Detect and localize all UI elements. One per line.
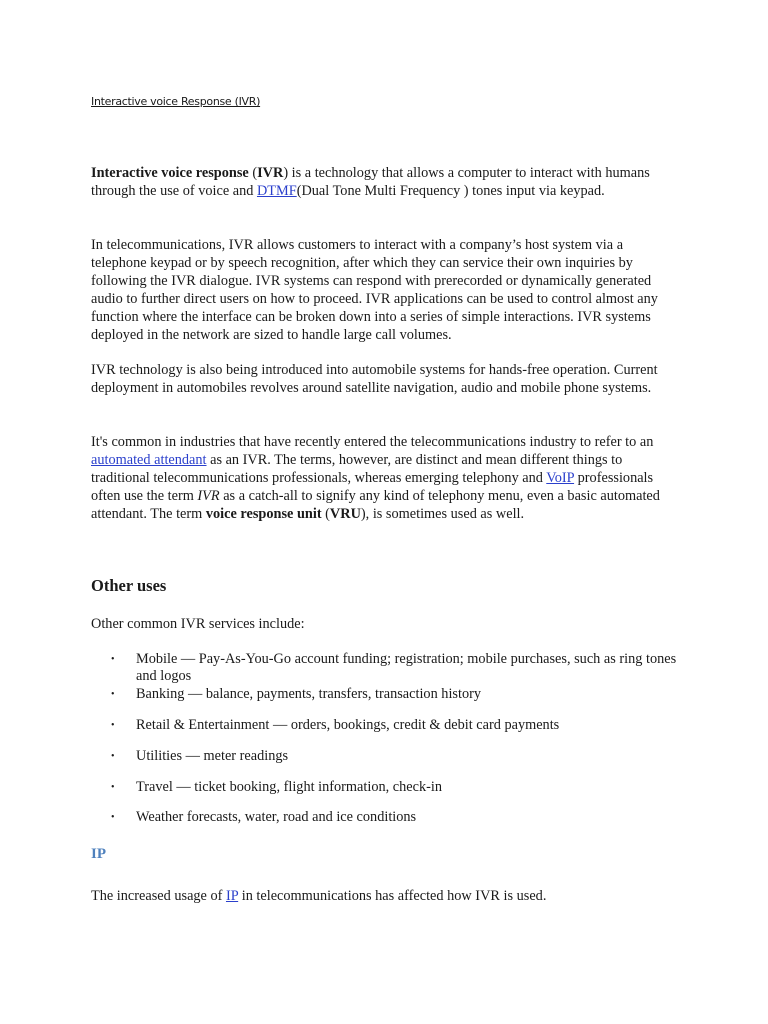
paragraph-intro — [91, 164, 681, 200]
list-item-text: Mobile — Pay-As-You-Go account funding; registration; mobile purchases, such as ring tones and logos — [136, 651, 677, 684]
automated-attendant-link[interactable]: automated attendant — [91, 452, 207, 468]
term-ivr-full: Interactive voice response — [91, 165, 249, 181]
text-run: ) is a technology that allows a computer to interact with humans through the use of voice and — [91, 165, 650, 199]
list-item-text: Weather forecasts, water, road and ice conditions — [136, 809, 417, 825]
text-run: in telecommunications has affected how IVR is used. — [238, 888, 547, 904]
text-run: ), is sometimes used as well. — [360, 506, 525, 522]
paragraph-services-intro: Other common IVR services include: — [91, 616, 305, 632]
text-run: as an IVR. The terms, however, are distinct and mean different things to traditional telecommunications professionals, whereas emerging telephony and — [91, 452, 623, 486]
list-item-text: Banking — balance, payments, transfers, transaction history — [136, 686, 482, 702]
term-vru-full: voice response unit — [205, 506, 322, 522]
dtmf-link[interactable]: DTMF — [256, 183, 297, 199]
paragraph-automobile: IVR technology is also being introduced into automobile systems for hands-free operation. Current deployment in automobiles revolves around satellite navigation, audio and mobile phone systems. — [91, 362, 658, 396]
text-run: ( — [321, 506, 330, 522]
text-run: The increased usage of — [91, 888, 226, 904]
paragraph-terminology — [91, 433, 681, 523]
voip-link[interactable]: VoIP — [546, 470, 575, 486]
term-ivr-italic: IVR — [197, 488, 220, 504]
heading-ip: IP — [91, 846, 106, 862]
ip-link[interactable]: IP — [225, 888, 239, 904]
text-run: ( — [248, 165, 258, 181]
list-item-text: Retail & Entertainment — orders, bookings, credit & debit card payments — [136, 717, 560, 733]
text-run: professionals often use the term — [91, 470, 654, 504]
bullet-icon: • — [111, 812, 115, 823]
term-ivr: IVR — [257, 165, 284, 181]
bullet-icon: • — [111, 782, 115, 793]
text-run: (Dual Tone Multi Frequency ) tones input via keypad. — [296, 183, 605, 199]
bullet-icon: • — [111, 689, 115, 700]
list-item-text: Utilities — meter readings — [136, 748, 289, 764]
bullet-icon: • — [111, 720, 115, 731]
bullet-icon: • — [111, 751, 115, 762]
text-run: It's common in industries that have recently entered the telecommunications industry to refer to an — [91, 434, 654, 450]
paragraph-telecom: In telecommunications, IVR allows customers to interact with a company’s host system via a telephone keypad or by speech recognition, after which they can service their own inquiries by following the IVR dialogue. IVR systems can respond with prerecorded or dynamically generated audio to further direct users on how to proceed. IVR applications can be used to control almost any function where the interface can be broken down into a series of simple interactions. IVR systems deployed in the network are sized to handle large call volumes. — [91, 237, 658, 343]
paragraph-ip — [91, 887, 681, 905]
term-vru: VRU — [329, 506, 361, 522]
bullet-icon: • — [111, 654, 115, 665]
heading-other-uses: Other uses — [91, 576, 167, 595]
document-title: Interactive voice Response (IVR) — [91, 95, 261, 108]
list-item-text: Travel — ticket booking, flight information, check-in — [136, 779, 443, 795]
text-run: as a catch-all to signify any kind of telephony menu, even a basic automated attendant. The term — [91, 488, 660, 522]
